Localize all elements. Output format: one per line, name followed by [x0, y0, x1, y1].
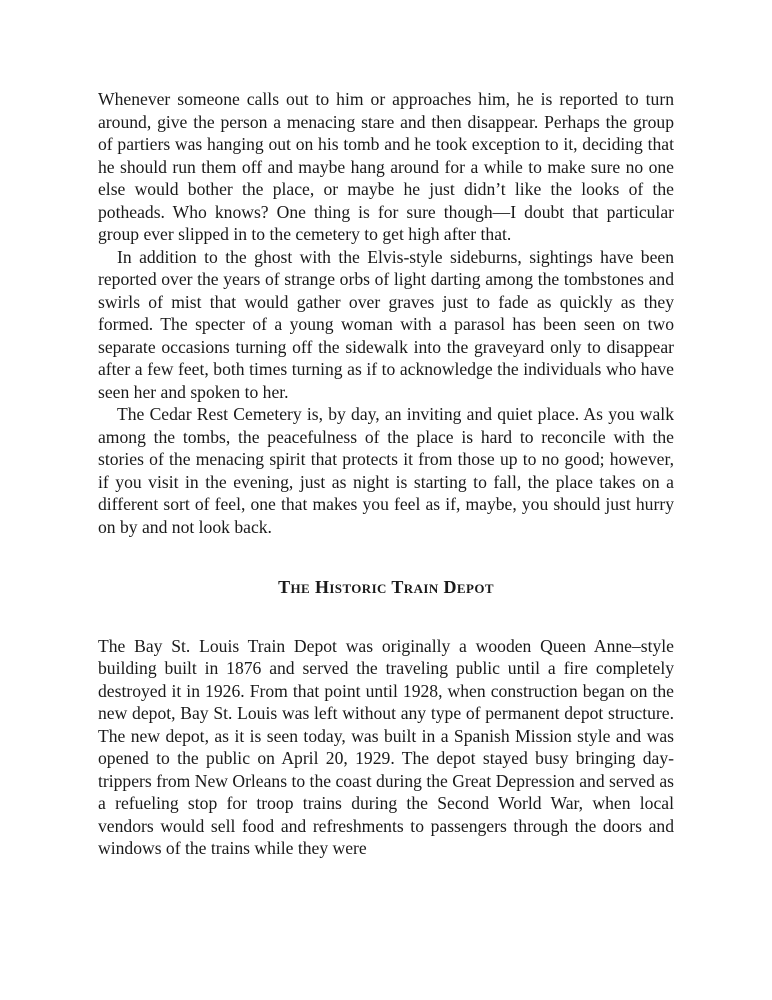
paragraph-sightings: In addition to the ghost with the Elvis-style sideburns, sightings have been reported over the years of strange orbs of light darting among the tombstones and swirls of mist that would gather over graves just to fade as quickly as they formed. The specter of a young woman with a parasol has been seen on two separate occasions turning off the sidewalk into the graveyard only to disappear after a few feet, both times turning as if to acknowledge the individuals who have seen her and spoken to her. [98, 246, 674, 402]
book-page [98, 88, 674, 860]
paragraph-cedar-rest: The Cedar Rest Cemetery is, by day, an inviting and quiet place. As you walk among the tombs, the peacefulness of the place is hard to reconcile with the stories of the menacing spirit that protects it from those up to no good; however, if you visit in the evening, just as night is starting to fall, the place takes on a different sort of feel, one that makes you feel as if, maybe, you should just hurry on by and not look back. [98, 404, 674, 537]
paragraph-train-depot: The Bay St. Louis Train Depot was originally a wooden Queen Anne–style building built in 1876 and served the traveling public until a fire completely destroyed it in 1926. From that point until 1928, when construction began on the new depot, Bay St. Louis was left without any type of permanent depot structure. The new depot, as it is seen today, was built in a Spanish Mission style and was opened to the public on April 20, 1929. The depot stayed busy bringing day-trippers from New Orleans to the coast during the Great Depression and served as a refueling stop for troop trains during the Second World War, when local vendors would sell food and refreshments to passengers through the doors and windows of the trains while they were [98, 635, 675, 858]
paragraph-ghost-stare: Whenever someone calls out to him or approaches him, he is reported to turn around, give the person a menacing stare and then disappear. Perhaps the group of partiers was hanging out on his tomb and he took exception to it, deciding that he should run them off and maybe hang around for a while to make sure no one else would bother the place, or maybe he just didn’t like the looks of the potheads. Who knows? One thing is for sure though—I doubt that particular group ever slipped in to the cemetery to get high after that. [98, 89, 674, 244]
section-heading: The Historic Train Depot [278, 577, 494, 597]
